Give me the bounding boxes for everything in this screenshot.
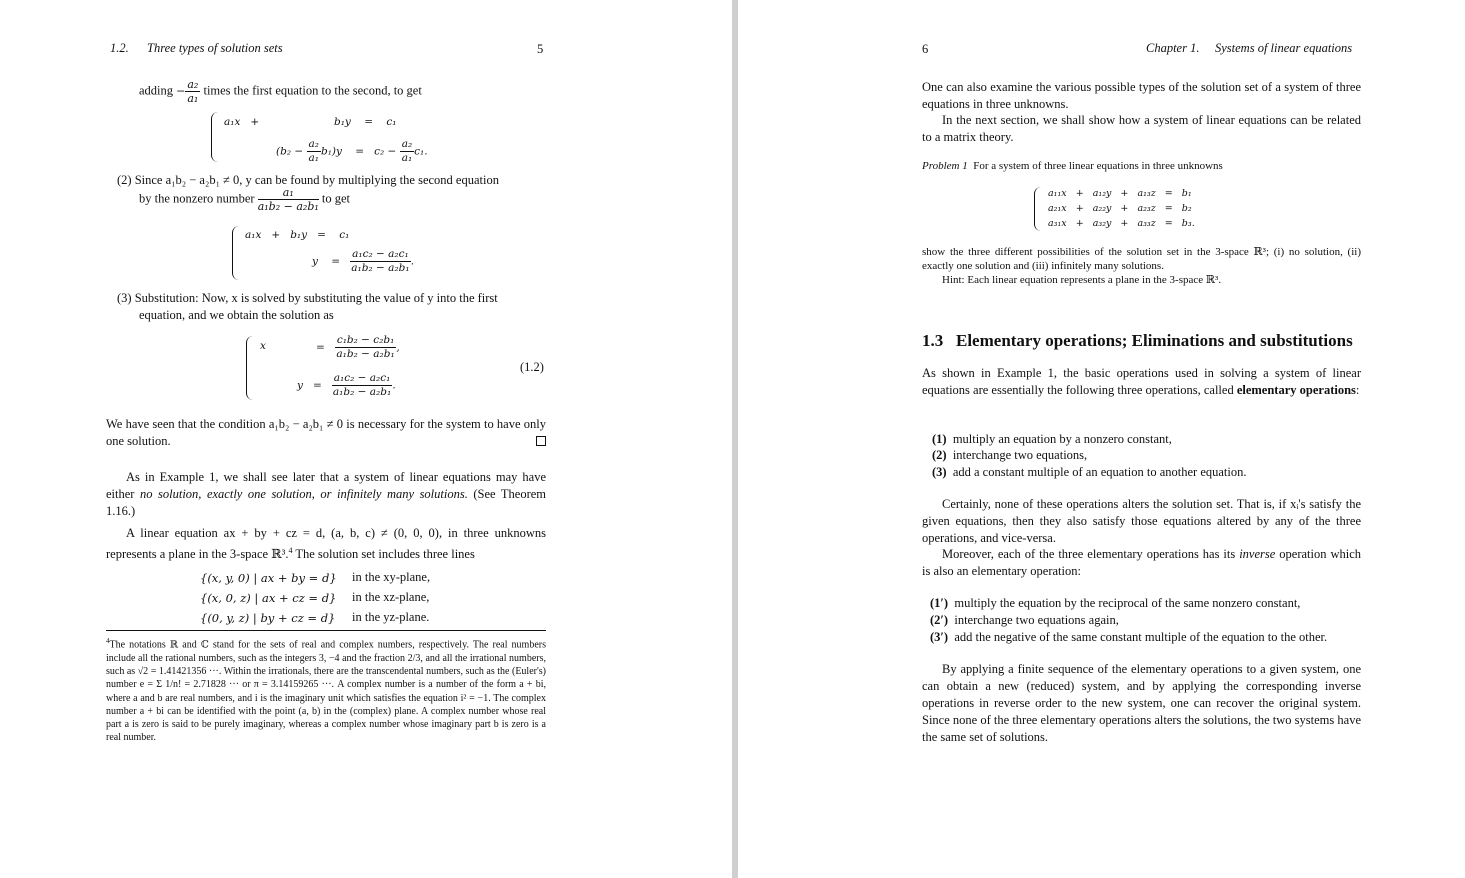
running-header-title: Systems of linear equations <box>1215 41 1353 55</box>
right-page: 6 Chapter 1. Systems of linear equations One can also examine the various possible types of the solution set of a system of three equations in three unknowns. In the next section, we shall show how a system of linear equations can be related to a matrix theory. Problem 1 For a system of three linear equations in three unknowns a₁₁x + a₁₂y + a₁₃z = b₁ a₂₁x + a₂₂y + a₂₃z = b₂ a₃₁x + a₃₂y + a₃₃z = b₃. show the three different possibilities of the solution set in the 3-space ℝ³; (i) no solution, (ii) exactly one solution and (iii) infinitely many solutions. Hint: Each linear equation represents a plane in the 3-space ℝ³. 1.3 Elementary operations; Eliminations and substitutions As shown in Example 1, the basic operations used in solving a system of linear equations are essentially the following three operations, called elementary operations: (1) multiply an equation by a nonzero constant, (2) interchange two equations, (3) add a constant multiple of an equation to another equation. Certainly, none of these operations alters the solution set. That is, if xᵢ's satisfy the given equations, then they also satisfy those equations altered by any of the three operations, and vice-versa. Moreover, each of the three elementary operations has its inverse operation which is also an elementary operation: (1′) multiply the equation by the reciprocal of the same nonzero constant, (2′) interchange two equations again, (3′) add the negative of the same constant multiple of the equation to the other. By applying a finite sequence of the elementary operations to a given system, one can obtain a new (reduced) system, and by applying the corresponding inverse operations in reverse order to the new system, one can recover the original system. Since none of the three elementary operations alters the solutions, the two systems have the same set of solutions. <box>738 0 1465 878</box>
line-plane: in the yz-plane. <box>352 610 430 624</box>
condition-paragraph: We have seen that the condition a₁b₂ − a₂b₁ ≠ 0 is necessary for the system to have only one solution. <box>106 417 546 448</box>
list-item: (3) add a constant multiple of an equation to another equation. <box>932 465 1247 479</box>
list-item: (2) interchange two equations, <box>932 448 1088 462</box>
problem-followup: show the three different possibilities of the solution set in the 3-space ℝ³; (i) no solution, (ii) exactly one solution and (iii) infinitely many solutions. <box>922 246 1361 272</box>
fraction-nonzero-number: $\frac{\text{a₁}}{\text{a₁b₂ − a₂b₁}}$ <box>257 186 319 213</box>
line-set: {(x, y, 0) | ax + by = d} <box>200 571 337 585</box>
adding-line: adding − $\frac{\text{a₂}}{\text{a₁}}$ times the first equation to the second, to get <box>139 78 422 105</box>
item-2-line-2: by the nonzero number $\frac{\text{a₁}}{\text{a₁b₂ − a₂b₁}}$ to get <box>139 186 351 213</box>
fraction-a2-a1: $\frac{\text{a₂}}{\text{a₁}}$ <box>187 78 199 105</box>
page-number: 5 <box>537 42 544 56</box>
paragraph-solution-types: One can also examine the various possible types of the solution set of a system of three equations in three unknowns. <box>922 80 1361 111</box>
running-header-title: Three types of solution sets <box>147 41 283 55</box>
problem-statement: Problem 1 For a system of three linear equations in three unknowns <box>922 160 1223 172</box>
example-paragraph: As in Example 1, we shall see later that a system of linear equations may have either no solution, exactly one solution, or infinitely many solutions. (See Theorem 1.16.) <box>106 470 547 518</box>
line-plane: in the xz-plane, <box>352 590 430 604</box>
line-plane: in the xy-plane, <box>352 570 431 584</box>
problem-hint: Hint: Each linear equation represents a plane in the 3-space ℝ³. <box>942 274 1222 286</box>
plane-paragraph: A linear equation ax + by + cz = d, (a, b, c) ≠ (0, 0, 0), in three unknowns represents a plane in the 3-space ℝ³.$^4$ The solution set includes three lines <box>106 526 546 562</box>
section-intro: As shown in Example 1, the basic operations used in solving a system of linear equations are essentially the following three operations, called elementary operations: <box>922 366 1361 397</box>
page-number: 6 <box>922 42 929 56</box>
left-page: 1.2. Three types of solution sets 5 adding − $\frac{\text{a₂}}{\text{a₁}}$ times the first equation to the second, to get a₁x + b₁y = c₁ (b₂ − $\frac{\text{a₂}}{\text{a₁}}$ b₁)y = c₂ − $\frac{\text{a₂}}{\text{a₁}}$ c₁. (2) Since a₁b₂ − a₂b₁ ≠ 0, y can be found by multiplying the second equation by the nonzero number $\frac{\text{a₁}}{\text{a₁b₂ − a₂b₁}}$ to get a₁x + b₁y = c₁ y = $\frac{\text{a₁c₂ − a₂c₁}}{\text{a₁b₂ − a₂b₁}}$ . (3) Substitution: Now, x is solved by substituting the value of y into the first equation, and we obtain the solution as x = $\frac{\text{c₁b₂ − c₂b₁}}{\text{a₁b₂ − a₂b₁}}$ , y = $\frac{\text{a₁c₂ − a₂c₁}}{\text{a₁b₂ − a₂b₁}}$ . (1.2) We have seen that the condition a₁b₂ − a₂b₁ ≠ 0 is necessary for the system to have only one solution. As in Example 1, we shall see later that a system of linear equations may have either no solution, exactly one solution, or infinitely many solutions. (See Theorem 1.16.) A linear equation ax + by + cz = d, (a, b, c) ≠ (0, 0, 0), in three unknowns represents a plane in the 3-space ℝ³.$^4$ The solution set includes three lines {(x, y, 0) | ax + by = d} in the xy-plane, {(x, 0, z) | ax + cz = d} in the xz-plane, {(0, y, z) | by + cz = d} in the yz-plane. $^4$The notations ℝ and ℂ stand for the sets of real and complex numbers, respectively. The real numbers include all the rational numbers, such as the integers 3, −4 and the fraction 2/3, and all the irrational numbers, such as √2 = 1.41421356 ···. Within the irrationals, there are the transcendental numbers, such as the (Euler's) number e = Σ 1/n! = 2.71828 ··· or π = 3.14159265 ···. A complex number is a number of the form a + bi, where a and b are real numbers, and i is the imaginary unit which satisfies the equation i² = −1. The complex number a + bi can be identified with the point (a, b) in the (complex) plane. A complex number whose real part a is zero is said to be purely imaginary, whereas a complex number whose imaginary part b is zero is a real number. <box>0 0 732 878</box>
paragraph-certainly: Certainly, none of these operations alters the solution set. That is, if xᵢ's satisfy the given equations, then they also satisfy those equations altered by any of the three operations, and vice-versa. <box>922 497 1361 545</box>
running-header-chapter: Chapter 1. <box>1146 41 1200 55</box>
item-3-line-2: equation, and we obtain the solution as <box>139 308 334 322</box>
list-item: (1′) multiply the equation by the reciprocal of the same nonzero constant, <box>930 596 1301 610</box>
paragraph-final: By applying a finite sequence of the elementary operations to a given system, one can obtain a new (reduced) system, and by applying the corresponding inverse operations in reverse order to the new system, one can recover the original system. Since none of the three elementary operations alters the solutions, the two systems have the same set of solutions. <box>922 662 1361 744</box>
list-item: (2′) interchange two equations again, <box>930 613 1119 627</box>
paragraph-moreover: Moreover, each of the three elementary operations has its inverse operation which is also an elementary operation: <box>922 547 1361 578</box>
line-set: {(0, y, z) | by + cz = d} <box>200 611 336 625</box>
section-heading: 1.3 Elementary operations; Eliminations and substitutions <box>922 331 1353 350</box>
paragraph-next-section: In the next section, we shall show how a system of linear equations can be related to a matrix theory. <box>922 113 1361 144</box>
list-item: (1) multiply an equation by a nonzero constant, <box>932 432 1172 446</box>
equation-number: (1.2) <box>520 360 544 374</box>
line-set: {(x, 0, z) | ax + cz = d} <box>200 591 337 605</box>
footnote: $^4$The notations ℝ and ℂ stand for the sets of real and complex numbers, respectively. The real numbers include all the rational numbers, such as the integers 3, −4 and the fraction 2/3, and all the irrational numbers, such as √2 = 1.41421356 ···. Within the irrationals, there are the transcendental numbers, such as the (Euler's) number e = Σ 1/n! = 2.71828 ··· or π = 3.14159265 ···. A complex number is a number of the form a + bi, where a and b are real numbers, and i is the imaginary unit which satisfies the equation i² = −1. The complex number a + bi can be identified with the point (a, b) in the (complex) plane. A complex number whose real part a is zero is said to be purely imaginary, whereas a complex number whose imaginary part b is zero is a real number. <box>106 637 546 744</box>
footnote-rule <box>106 630 546 631</box>
qed-square <box>536 436 546 446</box>
item-3-line-1: (3) Substitution: Now, x is solved by substituting the value of y into the first <box>117 291 498 305</box>
running-header-section: 1.2. <box>110 41 129 55</box>
item-2-line-1: (2) Since a₁b₂ − a₂b₁ ≠ 0, y can be found by multiplying the second equation <box>117 173 499 187</box>
list-item: (3′) add the negative of the same constant multiple of the equation to the other. <box>930 630 1328 644</box>
